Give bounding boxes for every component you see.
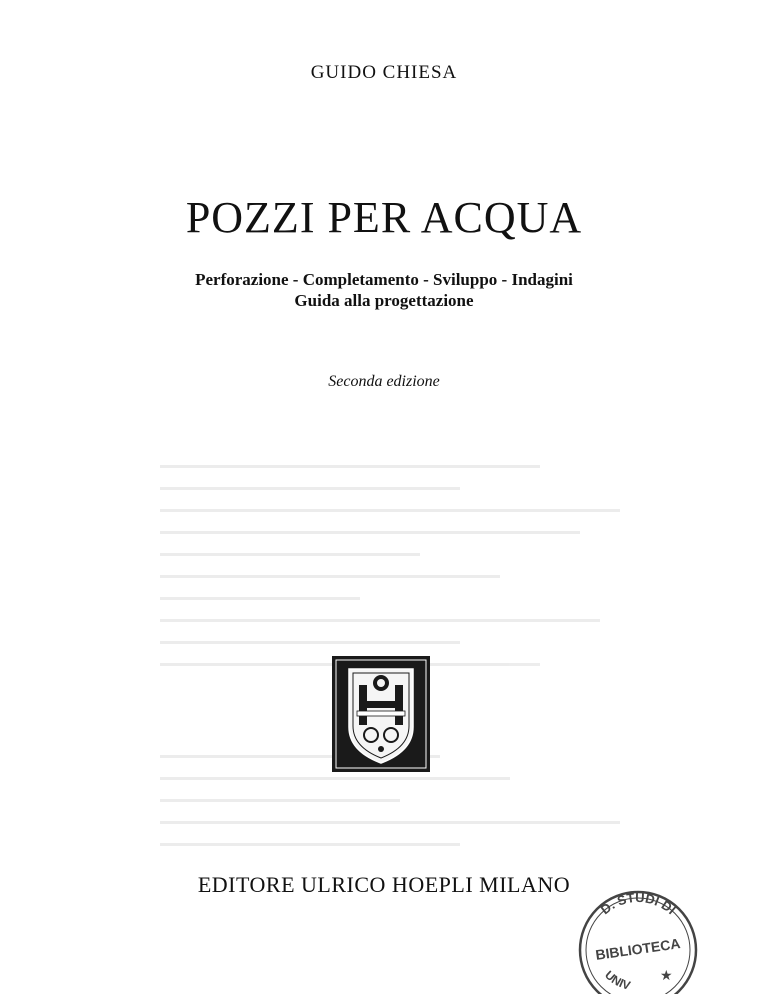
edition-label: Seconda edizione <box>328 373 440 390</box>
svg-text:D. STUDI DI <box>598 890 679 917</box>
stamp-text-top: D. STUDI DI <box>597 889 679 918</box>
book-subtitle <box>0 269 768 311</box>
subtitle-line-2: Guida alla progettazione <box>294 291 474 310</box>
book-title: POZZI PER ACQUA <box>185 193 583 242</box>
stamp-text-bottom: UNIV <box>602 967 633 993</box>
hoepli-publisher-emblem-icon <box>331 655 431 773</box>
library-stamp-icon <box>568 888 708 994</box>
stamp-text-center: BIBLIOTECA <box>594 935 682 963</box>
author-name: GUIDO CHIESA <box>310 62 458 83</box>
svg-text:UNIV <box>602 968 632 993</box>
publisher-name: EDITORE ULRICO HOEPLI MILANO <box>197 872 571 897</box>
subtitle-line-1: Perforazione - Completamento - Sviluppo - Indagini <box>195 270 573 289</box>
stamp-star-icon: ★ <box>660 968 673 984</box>
